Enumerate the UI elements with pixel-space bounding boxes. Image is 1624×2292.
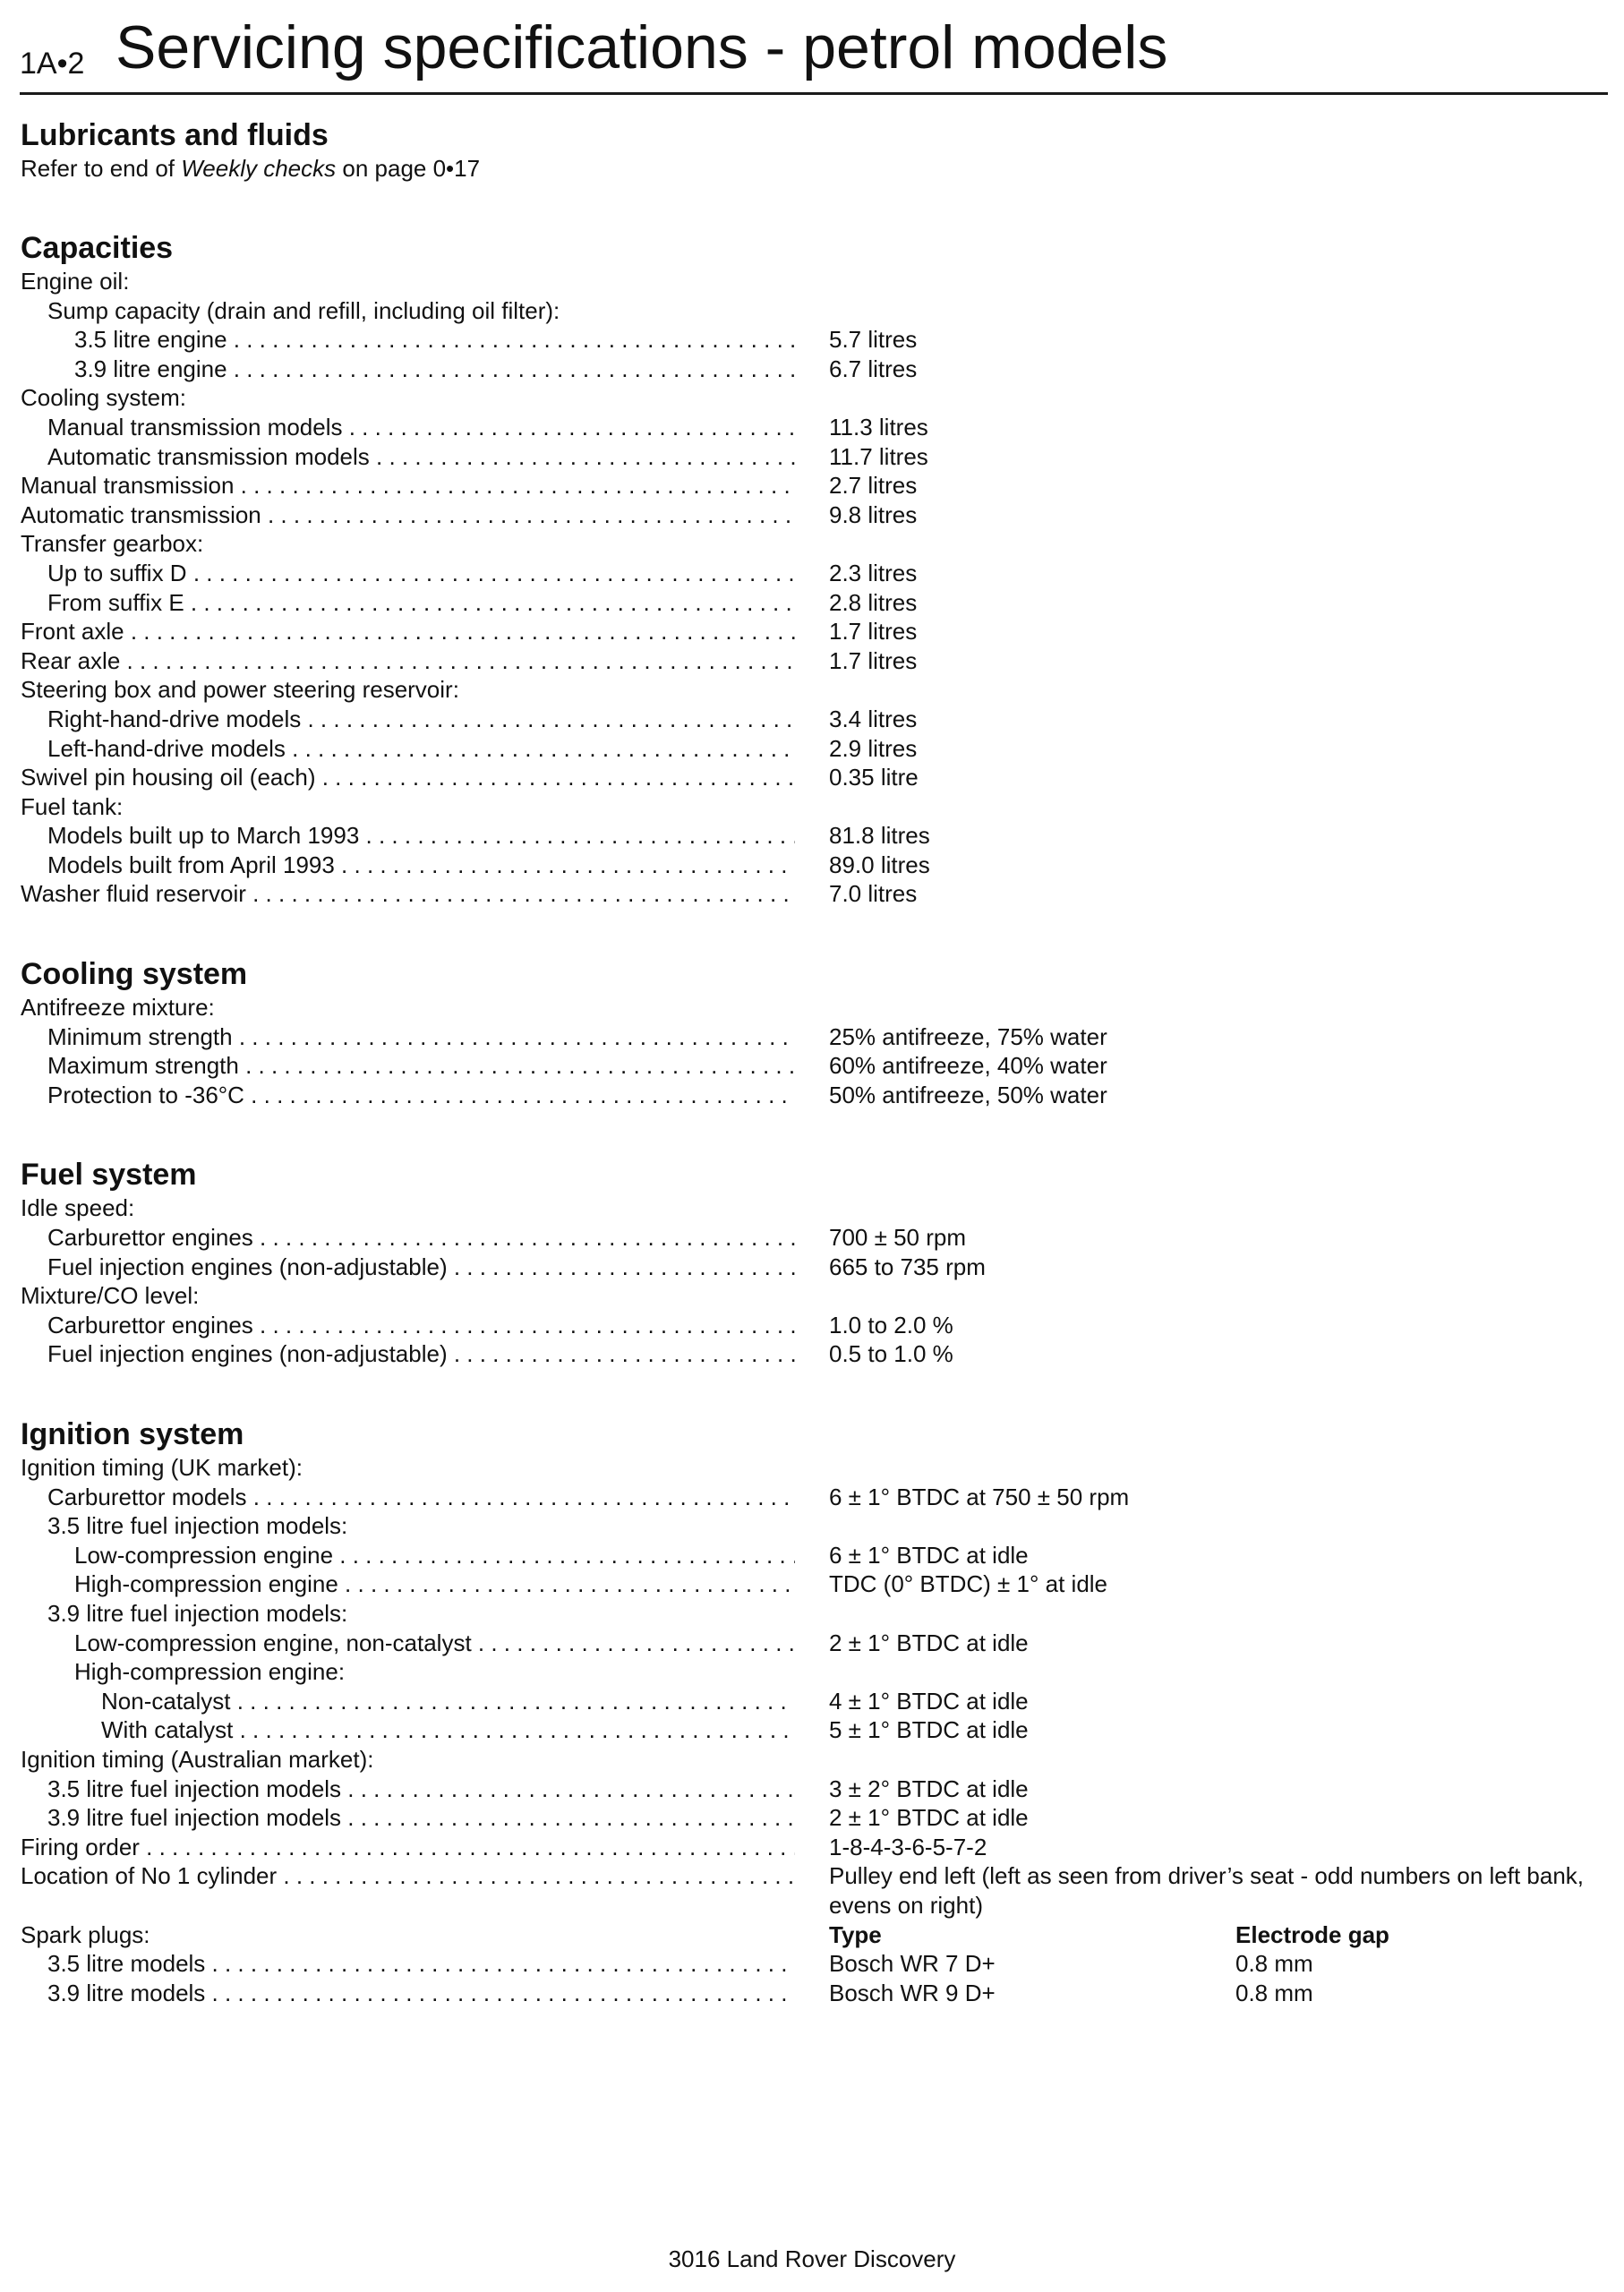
spec-label: Fuel tank: — [21, 792, 124, 820]
spec-label: Right-hand-drive models . . . — [21, 705, 795, 734]
spec-row — [21, 1920, 1605, 1950]
section-title: Ignition system — [21, 1417, 244, 1451]
spec-label: Firing order . . . — [21, 1833, 795, 1862]
spec-label: Location of No 1 cylinder . . . — [21, 1861, 795, 1891]
spec-row — [21, 1511, 1605, 1541]
spec-value: 25% antifreeze, 75% water — [829, 1022, 1107, 1050]
spec-value: 3 ± 2° BTDC at idle — [829, 1775, 1029, 1802]
spec-value-secondary: 0.8 mm — [1235, 1950, 1313, 1978]
section-title: Capacities — [21, 231, 174, 265]
spec-label: 3.9 litre models . . . — [21, 1979, 795, 2008]
spec-label: Fuel injection engines (non-adjustable) . . . — [21, 1339, 795, 1369]
page-title: Servicing specifications - petrol models — [115, 13, 1168, 81]
spec-value: Bosch WR 9 D+ — [829, 1979, 996, 2006]
spec-row — [21, 1339, 1605, 1369]
spec-row — [21, 734, 1605, 764]
spec-row — [21, 500, 1605, 530]
spec-row — [21, 821, 1605, 851]
spec-value: 2.7 litres — [829, 472, 918, 500]
spec-row — [21, 1949, 1605, 1979]
spec-label: Carburettor engines . . . — [21, 1223, 795, 1253]
spec-value: Pulley end left (left as seen from driver’s seat - odd numbers on left bank, evens on right) — [829, 1862, 1585, 1919]
spec-row — [21, 1281, 1605, 1311]
spec-row — [21, 383, 1605, 413]
spec-label: Ignition timing (Australian market): — [21, 1745, 374, 1773]
lubricants-note — [21, 154, 1605, 183]
spec-value: 11.3 litres — [829, 413, 928, 440]
spec-row — [21, 705, 1605, 734]
spec-row — [21, 851, 1605, 880]
section-lubricants — [21, 116, 1605, 183]
spec-label: Washer fluid reservoir . . . — [21, 879, 795, 909]
spec-value: 1-8-4-3-6-5-7-2 — [829, 1833, 987, 1860]
spec-value: 1.0 to 2.0 % — [829, 1311, 953, 1338]
section-capacities — [21, 229, 1605, 909]
spec-label: Manual transmission models . . . — [21, 413, 795, 442]
spec-row — [21, 617, 1605, 646]
spec-label: Maximum strength . . . — [21, 1051, 795, 1081]
spec-label: 3.9 litre fuel injection models . . . — [21, 1803, 795, 1833]
spec-label: 3.5 litre fuel injection models . . . — [21, 1775, 795, 1804]
section-title: Fuel system — [21, 1158, 197, 1193]
spec-label: Models built from April 1993 . . . — [21, 851, 795, 880]
spec-label: Antifreeze mixture: — [21, 994, 215, 1022]
spec-row — [21, 1833, 1605, 1862]
spec-value: 3.4 litres — [829, 705, 918, 732]
spec-label: Up to suffix D . . . — [21, 559, 795, 588]
spec-label: Idle speed: — [21, 1194, 135, 1222]
spec-value: 9.8 litres — [829, 500, 918, 528]
spec-value: 6 ± 1° BTDC at 750 ± 50 rpm — [829, 1483, 1130, 1510]
spec-label: Manual transmission . . . — [21, 471, 795, 500]
spec-row — [21, 1657, 1605, 1687]
spec-rows — [21, 993, 1605, 1109]
spec-label: Steering box and power steering reservoir: — [21, 676, 459, 704]
spec-content — [21, 116, 1605, 2007]
spec-value: 6 ± 1° BTDC at idle — [829, 1541, 1029, 1569]
spec-label: High-compression engine . . . — [21, 1569, 795, 1599]
spec-value: 1.7 litres — [829, 646, 918, 674]
spec-row — [21, 675, 1605, 705]
spec-row — [21, 413, 1605, 442]
note-emphasis: Weekly checks — [181, 155, 337, 182]
spec-label: Protection to -36°C . . . — [21, 1081, 795, 1110]
spec-row — [21, 1311, 1605, 1340]
spec-value: Type — [829, 1920, 882, 1948]
spec-value: 6.7 litres — [829, 355, 918, 382]
spec-label: Models built up to March 1993 . . . — [21, 821, 795, 851]
spec-label: Sump capacity (drain and refill, including oil filter): — [47, 296, 560, 324]
spec-value: 0.35 litre — [829, 764, 919, 791]
page-reference: 1A•2 — [20, 47, 85, 81]
spec-label: Carburettor engines . . . — [21, 1311, 795, 1340]
spec-rows — [21, 1193, 1605, 1369]
spec-label: Swivel pin housing oil (each) . . . — [21, 763, 795, 792]
spec-row — [21, 1569, 1605, 1599]
spec-row — [21, 471, 1605, 500]
spec-row — [21, 1629, 1605, 1658]
spec-value: 700 ± 50 rpm — [829, 1224, 967, 1252]
spec-label: Fuel injection engines (non-adjustable) . . . — [21, 1253, 795, 1282]
spec-label: Cooling system: — [21, 384, 186, 412]
spec-value: 2 ± 1° BTDC at idle — [829, 1629, 1029, 1656]
page-header — [20, 13, 1608, 95]
spec-label: Transfer gearbox: — [21, 530, 204, 558]
spec-row — [21, 325, 1605, 355]
spec-rows — [21, 1453, 1605, 2007]
spec-value: 2.3 litres — [829, 559, 918, 586]
note-suffix: on page 0•17 — [336, 155, 481, 182]
spec-label: Low-compression engine . . . — [21, 1541, 795, 1570]
spec-label: High-compression engine: — [74, 1658, 346, 1686]
spec-value: 89.0 litres — [829, 851, 930, 878]
spec-value: 665 to 735 rpm — [829, 1253, 986, 1280]
spec-label: 3.9 litre fuel injection models: — [47, 1599, 348, 1627]
spec-label: 3.5 litre fuel injection models: — [47, 1512, 348, 1540]
page-footer: 3016 Land Rover Discovery — [668, 2245, 956, 2272]
spec-row — [21, 1775, 1605, 1804]
section-ignition — [21, 1415, 1605, 2007]
spec-value: 81.8 litres — [829, 822, 930, 850]
spec-row — [21, 646, 1605, 676]
spec-row — [21, 1599, 1605, 1629]
spec-value: 2.9 litres — [829, 734, 918, 762]
section-title: Lubricants and fluids — [21, 118, 329, 152]
spec-row — [21, 1803, 1605, 1833]
spec-label: Spark plugs: — [21, 1920, 150, 1948]
spec-label: Automatic transmission . . . — [21, 500, 795, 530]
spec-row — [21, 588, 1605, 618]
spec-row — [21, 1861, 1605, 1920]
spec-label: Low-compression engine, non-catalyst . . . — [21, 1629, 795, 1658]
header-rule — [20, 92, 1608, 95]
spec-row — [21, 1453, 1605, 1483]
spec-row — [21, 559, 1605, 588]
spec-label: Carburettor models . . . — [21, 1483, 795, 1512]
spec-row — [21, 1022, 1605, 1052]
spec-value-secondary: 0.8 mm — [1235, 1979, 1313, 2006]
spec-label: 3.5 litre engine . . . — [21, 325, 795, 355]
spec-row — [21, 355, 1605, 384]
spec-value: 5.7 litres — [829, 326, 918, 354]
spec-label: With catalyst . . . — [21, 1715, 795, 1745]
spec-row — [21, 1745, 1605, 1775]
spec-row — [21, 1483, 1605, 1512]
spec-value-secondary: Electrode gap — [1235, 1920, 1389, 1948]
spec-row — [21, 296, 1605, 326]
spec-row — [21, 1979, 1605, 2008]
spec-label: Automatic transmission models . . . — [21, 442, 795, 472]
spec-row — [21, 879, 1605, 909]
spec-label: Ignition timing (UK market): — [21, 1454, 303, 1481]
spec-row — [21, 993, 1605, 1022]
spec-row — [21, 529, 1605, 559]
spec-row — [21, 442, 1605, 472]
spec-row — [21, 1081, 1605, 1110]
spec-value: 0.5 to 1.0 % — [829, 1340, 953, 1368]
note-prefix: Refer to end of — [21, 155, 182, 182]
spec-label: Left-hand-drive models . . . — [21, 734, 795, 764]
spec-value: 7.0 litres — [829, 880, 918, 908]
spec-row — [21, 763, 1605, 792]
section-title: Cooling system — [21, 957, 248, 992]
spec-label: Mixture/CO level: — [21, 1282, 200, 1310]
section-cooling — [21, 955, 1605, 1109]
spec-label: 3.5 litre models . . . — [21, 1949, 795, 1979]
spec-row — [21, 1715, 1605, 1745]
spec-row — [21, 267, 1605, 296]
spec-value: 1.7 litres — [829, 618, 918, 646]
spec-value: Bosch WR 7 D+ — [829, 1950, 996, 1978]
section-fuel — [21, 1156, 1605, 1369]
spec-label: Minimum strength . . . — [21, 1022, 795, 1052]
spec-value: 2.8 litres — [829, 588, 918, 616]
spec-value: 50% antifreeze, 50% water — [829, 1081, 1107, 1108]
spec-value: 11.7 litres — [829, 442, 928, 470]
spec-label: Front axle . . . — [21, 617, 795, 646]
spec-value: 60% antifreeze, 40% water — [829, 1052, 1107, 1080]
spec-label: 3.9 litre engine . . . — [21, 355, 795, 384]
spec-label: Non-catalyst . . . — [21, 1687, 795, 1716]
spec-row — [21, 1193, 1605, 1223]
spec-value: 5 ± 1° BTDC at idle — [829, 1716, 1029, 1744]
spec-row — [21, 1223, 1605, 1253]
spec-row — [21, 792, 1605, 822]
spec-label: Rear axle . . . — [21, 646, 795, 676]
spec-label: From suffix E . . . — [21, 588, 795, 618]
spec-row — [21, 1687, 1605, 1716]
spec-value: 2 ± 1° BTDC at idle — [829, 1804, 1029, 1832]
spec-value: TDC (0° BTDC) ± 1° at idle — [829, 1570, 1108, 1598]
spec-value: 4 ± 1° BTDC at idle — [829, 1687, 1029, 1715]
spec-row — [21, 1541, 1605, 1570]
spec-row — [21, 1051, 1605, 1081]
spec-row — [21, 1253, 1605, 1282]
spec-label: Engine oil: — [21, 268, 130, 295]
spec-rows — [21, 267, 1605, 909]
